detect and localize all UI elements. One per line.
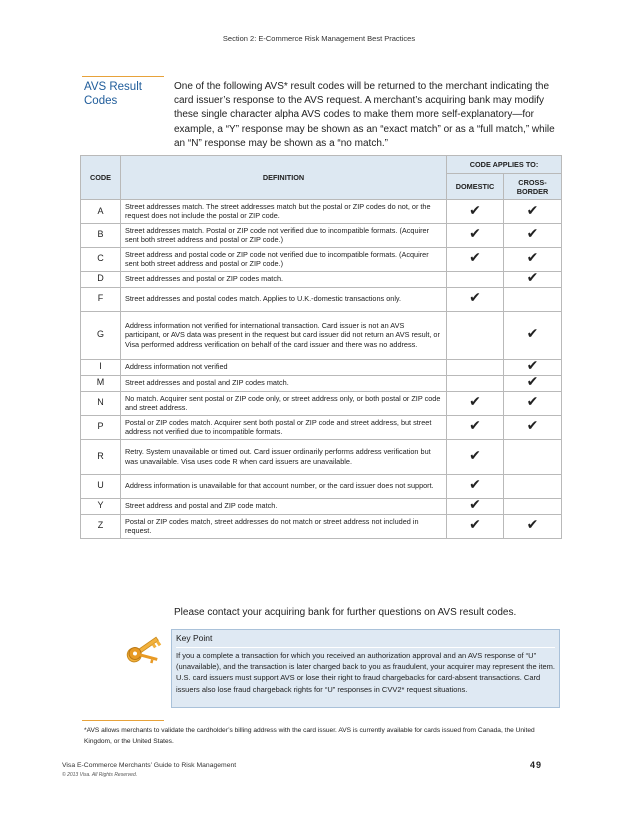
checkmark-icon: ✔ [526, 270, 539, 287]
header-applies-to: CODE APPLIES TO: [447, 156, 562, 174]
table-row [81, 415, 562, 439]
table-row [81, 287, 562, 311]
row-definition: Postal or ZIP codes match, street addresses do not match or street address not included in request. [121, 514, 447, 538]
table-row [81, 514, 562, 538]
checkmark-icon: ✔ [526, 394, 539, 411]
table-row [81, 247, 562, 271]
domestic-cell [447, 311, 504, 359]
checkmark-icon: ✔ [526, 250, 539, 267]
intro-paragraph: One of the following AVS* result codes will be returned to the merchant indicating the card issuer’s response to the AVS request. A merchant’s acquiring bank may modify these single character alpha AVS codes to make them more self-explanatory—for example, a “Y” response may be shown as an “exact match” or as a “full match,” while an “N” response may be shown as a “no match.” [174, 81, 555, 149]
row-definition: Street address and postal code or ZIP code not verified due to incompatible formats. (Acquirer sent both street address and postal or ZIP code.) [121, 247, 447, 271]
cross-border-cell [504, 375, 562, 391]
row-definition: Street addresses match. Postal or ZIP code not verified due to incompatible formats. (Acquirer sent both street address and postal or ZIP code.) [121, 223, 447, 247]
keys-icon [120, 626, 170, 676]
row-definition: Address information is unavailable for that account number, or the card issuer does not support. [121, 474, 447, 498]
cross-border-cell [504, 287, 562, 311]
checkmark-icon: ✔ [526, 202, 539, 219]
header-definition: DEFINITION [121, 156, 447, 200]
row-code: R [81, 439, 121, 474]
table-row [81, 375, 562, 391]
domestic-cell [447, 247, 504, 271]
cross-border-cell [504, 311, 562, 359]
row-definition: Street address and postal and ZIP code match. [121, 498, 447, 514]
row-code: B [81, 223, 121, 247]
domestic-cell [447, 223, 504, 247]
checkmark-icon: ✔ [469, 517, 481, 534]
row-definition: Street addresses match. The street addresses match but the postal or ZIP codes do not, or the request does not include the postal or ZIP code. [121, 200, 447, 224]
domestic-cell [447, 359, 504, 375]
section-header: Section 2: E-Commerce Risk Management Best Practices [222, 34, 416, 43]
footnote: *AVS allows merchants to validate the cardholder’s billing address with the card issuer. AVS is currently available for cards issued from Canada, the United Kingdom, or the United States. [84, 727, 535, 745]
row-definition: Retry. System unavailable or timed out. Card issuer ordinarily performs address verification but was unavailable. Visa uses code R when card issuers are unavailable. [121, 439, 447, 474]
row-definition: Postal or ZIP codes match. Acquirer sent both postal or ZIP code and street address, but street address not verified due to incompatible formats. [121, 415, 447, 439]
checkmark-icon: ✔ [469, 394, 481, 411]
cross-border-cell [504, 200, 562, 224]
row-code: D [81, 271, 121, 287]
row-code: F [81, 287, 121, 311]
row-code: C [81, 247, 121, 271]
row-code: U [81, 474, 121, 498]
table-row [81, 498, 562, 514]
avs-result-table [80, 155, 562, 539]
row-code: Z [81, 514, 121, 538]
row-definition: Street addresses and postal codes match. Applies to U.K.-domestic transactions only. [121, 287, 447, 311]
checkmark-icon: ✔ [526, 418, 539, 435]
domestic-cell [447, 391, 504, 415]
key-point-text: If you a complete a transaction for which you received an authorization approval and an AVS response of “U” (unavailable), and the transaction is later charged back to you as fraudulent, your acquirer may represent the item. U.S. card issuers must support AVS or lose their right to fraud chargebacks for card-absent transactions. Card issuers also lose fraud chargeback rights for “U” responses in CVV2* request situations. [176, 651, 555, 694]
checkmark-icon: ✔ [526, 358, 539, 375]
header-cross-border: CROSS-BORDER [504, 174, 562, 200]
domestic-cell [447, 200, 504, 224]
table-row [81, 391, 562, 415]
table-row [81, 474, 562, 498]
checkmark-icon: ✔ [469, 447, 481, 464]
checkmark-icon: ✔ [526, 326, 539, 343]
cross-border-cell [504, 415, 562, 439]
checkmark-icon: ✔ [469, 497, 481, 514]
domestic-cell [447, 474, 504, 498]
key-point-title: Key Point [176, 633, 555, 648]
contact-note: Please contact your acquiring bank for further questions on AVS result codes. [174, 607, 517, 618]
checkmark-icon: ✔ [469, 290, 481, 307]
table-row [81, 311, 562, 359]
checkmark-icon: ✔ [469, 226, 481, 243]
row-definition: Street addresses and postal or ZIP codes match. [121, 271, 447, 287]
checkmark-icon: ✔ [469, 418, 481, 435]
table-row [81, 271, 562, 287]
page-number: 49 [530, 760, 543, 770]
domestic-cell [447, 271, 504, 287]
checkmark-icon: ✔ [469, 477, 481, 494]
cross-border-cell [504, 498, 562, 514]
table-row [81, 200, 562, 224]
sidebar-title: AVS Result Codes [84, 81, 142, 107]
row-code: M [81, 375, 121, 391]
domestic-cell [447, 514, 504, 538]
table-row [81, 439, 562, 474]
row-code: P [81, 415, 121, 439]
cross-border-cell [504, 514, 562, 538]
domestic-cell [447, 498, 504, 514]
cross-border-cell [504, 474, 562, 498]
row-code: N [81, 391, 121, 415]
table-body [81, 200, 562, 539]
domestic-cell [447, 375, 504, 391]
checkmark-icon: ✔ [469, 250, 481, 267]
row-code: G [81, 311, 121, 359]
domestic-cell [447, 439, 504, 474]
header-domestic: DOMESTIC [447, 174, 504, 200]
footnote-rule [82, 720, 164, 721]
key-point-box [171, 629, 560, 708]
cross-border-cell [504, 247, 562, 271]
row-definition: Street addresses and postal and ZIP codes match. [121, 375, 447, 391]
header-code: CODE [81, 156, 121, 200]
domestic-cell [447, 415, 504, 439]
checkmark-icon: ✔ [526, 226, 539, 243]
checkmark-icon: ✔ [526, 374, 539, 391]
row-definition: Address information not verified for international transaction. Card issuer is not an AVS participant, or AVS data was present in the request but card issuer did not return an AVS result, or Visa performed address verification on behalf of the card issuer and there was no address. [121, 311, 447, 359]
table-row [81, 359, 562, 375]
row-definition: Address information not verified [121, 359, 447, 375]
row-code: Y [81, 498, 121, 514]
row-code: A [81, 200, 121, 224]
checkmark-icon: ✔ [469, 202, 481, 219]
sidebar-rule [82, 76, 164, 77]
checkmark-icon: ✔ [526, 517, 539, 534]
cross-border-cell [504, 223, 562, 247]
guide-title: Visa E-Commerce Merchants’ Guide to Risk Management [62, 762, 237, 769]
cross-border-cell [504, 359, 562, 375]
cross-border-cell [504, 439, 562, 474]
row-code: I [81, 359, 121, 375]
table-row [81, 223, 562, 247]
domestic-cell [447, 287, 504, 311]
copyright: © 2013 Visa. All Rights Reserved. [62, 772, 138, 778]
row-definition: No match. Acquirer sent postal or ZIP code only, or street address only, or both postal or ZIP code and street address. [121, 391, 447, 415]
cross-border-cell [504, 391, 562, 415]
cross-border-cell [504, 271, 562, 287]
